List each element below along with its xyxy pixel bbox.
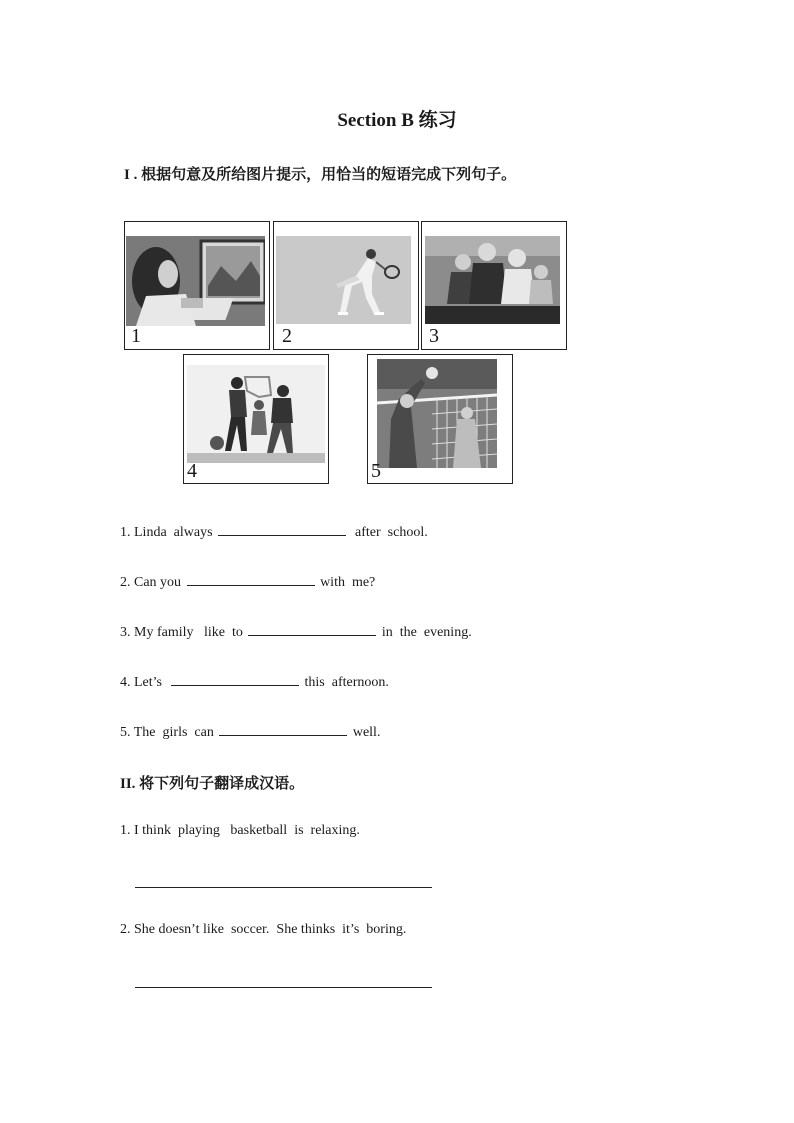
tennis-player-photo (276, 236, 411, 324)
computer-game-photo (126, 236, 265, 326)
answer-blank-3[interactable] (248, 623, 376, 636)
sentence-1-before: 1. Linda always (120, 525, 217, 540)
picture-2-number: 2 (282, 325, 292, 347)
sentence-2-after: with me? (316, 575, 376, 590)
sentence-3-after: in the evening. (378, 625, 472, 640)
answer-blank-5[interactable] (219, 723, 347, 736)
answer-blank-4[interactable] (171, 673, 299, 686)
fill-sentence-3 (120, 623, 472, 641)
section-2-heading: II. 将下列句子翻译成汉语。 (120, 776, 305, 792)
family-watching-tv-photo (425, 236, 560, 324)
translate-sentence-1: 1. I think playing basketball is relaxing. (120, 823, 360, 838)
translate-sentence-2: 2. She doesn’t like soccer. She thinks it’s boring. (120, 922, 407, 937)
basketball-players-photo (187, 365, 325, 463)
sentence-3-before: 3. My family like to (120, 625, 247, 640)
sentence-5-before: 5. The girls can (120, 725, 218, 740)
sentence-1-after: after school. (348, 525, 428, 540)
picture-3 (421, 221, 567, 350)
picture-4-number: 4 (187, 460, 197, 482)
section-1-heading: I . 根据句意及所给图片提示，用恰当的短语完成下列句子。 (124, 167, 517, 183)
volleyball-players-photo (377, 359, 497, 468)
picture-4 (183, 354, 329, 484)
sentence-2-before: 2. Can you (120, 575, 185, 590)
picture-3-number: 3 (429, 325, 439, 347)
sentence-4-before: 4. Let’s (120, 675, 169, 690)
sentence-4-after: this afternoon. (301, 675, 389, 690)
picture-2 (273, 221, 419, 350)
fill-sentence-5 (120, 723, 380, 741)
page-title: Section B 练习 (337, 110, 457, 131)
picture-5-number: 5 (371, 460, 381, 482)
fill-sentence-2 (120, 573, 375, 591)
fill-sentence-1 (120, 523, 428, 541)
fill-sentence-4 (120, 673, 389, 691)
answer-blank-1[interactable] (218, 523, 346, 536)
translation-line-2[interactable] (135, 987, 432, 988)
picture-1 (124, 221, 270, 350)
picture-1-number: 1 (131, 325, 141, 347)
answer-blank-2[interactable] (187, 573, 315, 586)
translation-line-1[interactable] (135, 887, 432, 888)
picture-5 (367, 354, 513, 484)
sentence-5-after: well. (349, 725, 381, 740)
